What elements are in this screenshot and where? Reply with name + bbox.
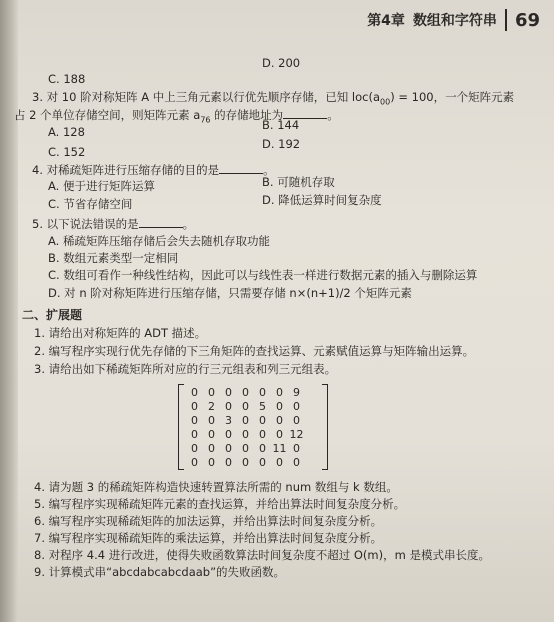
prev-option-d: D. 200 [262, 56, 301, 70]
q3-stem-line2: 占 2 个单位存储空间，则矩阵元素 $a_{76}$ 的存储地址为 。 [14, 108, 339, 125]
matrix-cell: 0 [225, 400, 232, 413]
page-header [367, 6, 540, 34]
matrix-cell: 0 [191, 414, 198, 427]
matrix-cell: 5 [259, 400, 266, 413]
q4-option-c: C. 节省存储空间 [48, 197, 133, 211]
exercise-2: 2. 编写程序实现行优先存储的下三角矩阵的查找运算、元素赋值运算与矩阵输出运算。 [34, 344, 475, 358]
exercise-1: 1. 请给出对称矩阵的 ADT 描述。 [34, 326, 207, 340]
matrix-cell: 0 [242, 386, 249, 399]
matrix-cell: 0 [225, 442, 232, 455]
matrix-cell: 3 [225, 414, 232, 427]
matrix-cell: 0 [293, 442, 300, 455]
matrix-cell: 0 [208, 442, 215, 455]
matrix-cell: 0 [225, 386, 232, 399]
matrix-cell: 0 [259, 428, 266, 441]
matrix-cell: 0 [242, 400, 249, 413]
matrix-cell: 0 [225, 456, 232, 469]
matrix-row [186, 386, 305, 399]
q4-option-b: B. 可随机存取 [262, 175, 335, 189]
matrix-cell: 0 [276, 414, 283, 427]
q5-option-a: A. 稀疏矩阵压缩存储后会失去随机存取功能 [48, 234, 270, 248]
matrix-cell: 0 [293, 456, 300, 469]
matrix-row [186, 414, 305, 427]
exercise-9: 9. 计算模式串“abcdabcabcdaab”的失败函数。 [34, 565, 286, 579]
matrix-cell: 0 [208, 456, 215, 469]
book-spine-shadow [0, 0, 18, 622]
matrix-cell: 12 [289, 428, 304, 441]
exercise-6: 6. 编写程序实现稀疏矩阵的加法运算，并给出算法时间复杂度分析。 [34, 514, 383, 528]
matrix-cell: 9 [293, 386, 300, 399]
matrix-cell: 0 [259, 414, 266, 427]
matrix-left-bracket [178, 384, 184, 470]
q5-stem: 5. 以下说法错误的是 。 [32, 217, 195, 231]
exercise-3: 3. 请给出如下稀疏矩阵所对应的行三元组表和列三元组表。 [34, 362, 337, 376]
sparse-matrix [178, 384, 328, 470]
section-title: 二、扩展题 [22, 308, 83, 322]
chapter-title: 数组和字符串 [412, 13, 497, 29]
matrix-row [186, 428, 305, 441]
matrix-cell: 0 [208, 386, 215, 399]
q3-stem-line1: 3. 对 10 阶对称矩阵 A 中上三角元素以行优先顺序存储，已知 $loc(a_{00}) = 100$，一个矩阵元素 [32, 90, 515, 107]
prev-option-c: C. 188 [48, 72, 86, 86]
answer-blank [219, 162, 263, 174]
matrix-cell: 0 [225, 428, 232, 441]
q5-option-d: D. 对 n 阶对称矩阵进行压缩存储，只需要存储 n×(n+1)/2 个矩阵元素 [48, 286, 412, 300]
answer-blank [139, 216, 183, 228]
matrix-cell: 0 [259, 442, 266, 455]
matrix-cell: 0 [293, 414, 300, 427]
q4-stem: 4. 对稀疏矩阵进行压缩存储的目的是 。 [32, 163, 275, 177]
matrix-cell: 0 [191, 428, 198, 441]
matrix-cell: 0 [191, 386, 198, 399]
matrix-cell: 0 [276, 428, 283, 441]
matrix-cell: 0 [191, 400, 198, 413]
chapter-label: 第4章 [367, 13, 405, 29]
matrix-cell: 0 [293, 400, 300, 413]
q5-option-c: C. 数组可看作一种线性结构，因此可以与线性表一样进行数据元素的插入与删除运算 [48, 268, 478, 282]
matrix-row [186, 400, 305, 413]
q4-option-a: A. 便于进行矩阵运算 [48, 179, 155, 193]
q5-option-b: B. 数组元素类型一定相同 [48, 251, 179, 265]
matrix-cell: 0 [276, 456, 283, 469]
matrix-row [186, 442, 305, 455]
header-divider [505, 9, 507, 31]
matrix-cell: 0 [242, 414, 249, 427]
matrix-cell: 0 [242, 442, 249, 455]
matrix-cell: 0 [259, 456, 266, 469]
q3-option-b: B. 144 [262, 118, 300, 132]
matrix-cell: 0 [191, 456, 198, 469]
page-number: 69 [514, 9, 540, 31]
matrix-cell: 0 [242, 428, 249, 441]
matrix-cell: 0 [276, 400, 283, 413]
matrix-cell: 0 [276, 386, 283, 399]
q3-option-a: A. 128 [48, 125, 85, 139]
matrix-cell: 11 [272, 442, 287, 455]
matrix-cell: 0 [208, 414, 215, 427]
exercise-4: 4. 请为题 3 的稀疏矩阵构造快速转置算法所需的 num 数组与 k 数组。 [34, 480, 398, 494]
matrix-cell: 0 [208, 428, 215, 441]
q4-option-d: D. 降低运算时间复杂度 [262, 193, 382, 207]
exercise-8: 8. 对程序 4.4 进行改进，使得失败函数算法时间复杂度不超过 O(m)，m 是模式串长度。 [34, 548, 490, 562]
matrix-cell: 0 [259, 386, 266, 399]
matrix-cell: 0 [242, 456, 249, 469]
matrix-cell: 2 [208, 400, 215, 413]
matrix-row [186, 456, 305, 469]
exercise-7: 7. 编写程序实现稀疏矩阵的乘法运算，并给出算法时间复杂度分析。 [34, 531, 383, 545]
q3-option-d: D. 192 [262, 137, 301, 151]
matrix-cell: 0 [191, 442, 198, 455]
q3-option-c: C. 152 [48, 145, 86, 159]
matrix-right-bracket [322, 384, 328, 470]
exercise-5: 5. 编写程序实现稀疏矩阵元素的查找运算，并给出算法时间复杂度分析。 [34, 497, 406, 511]
